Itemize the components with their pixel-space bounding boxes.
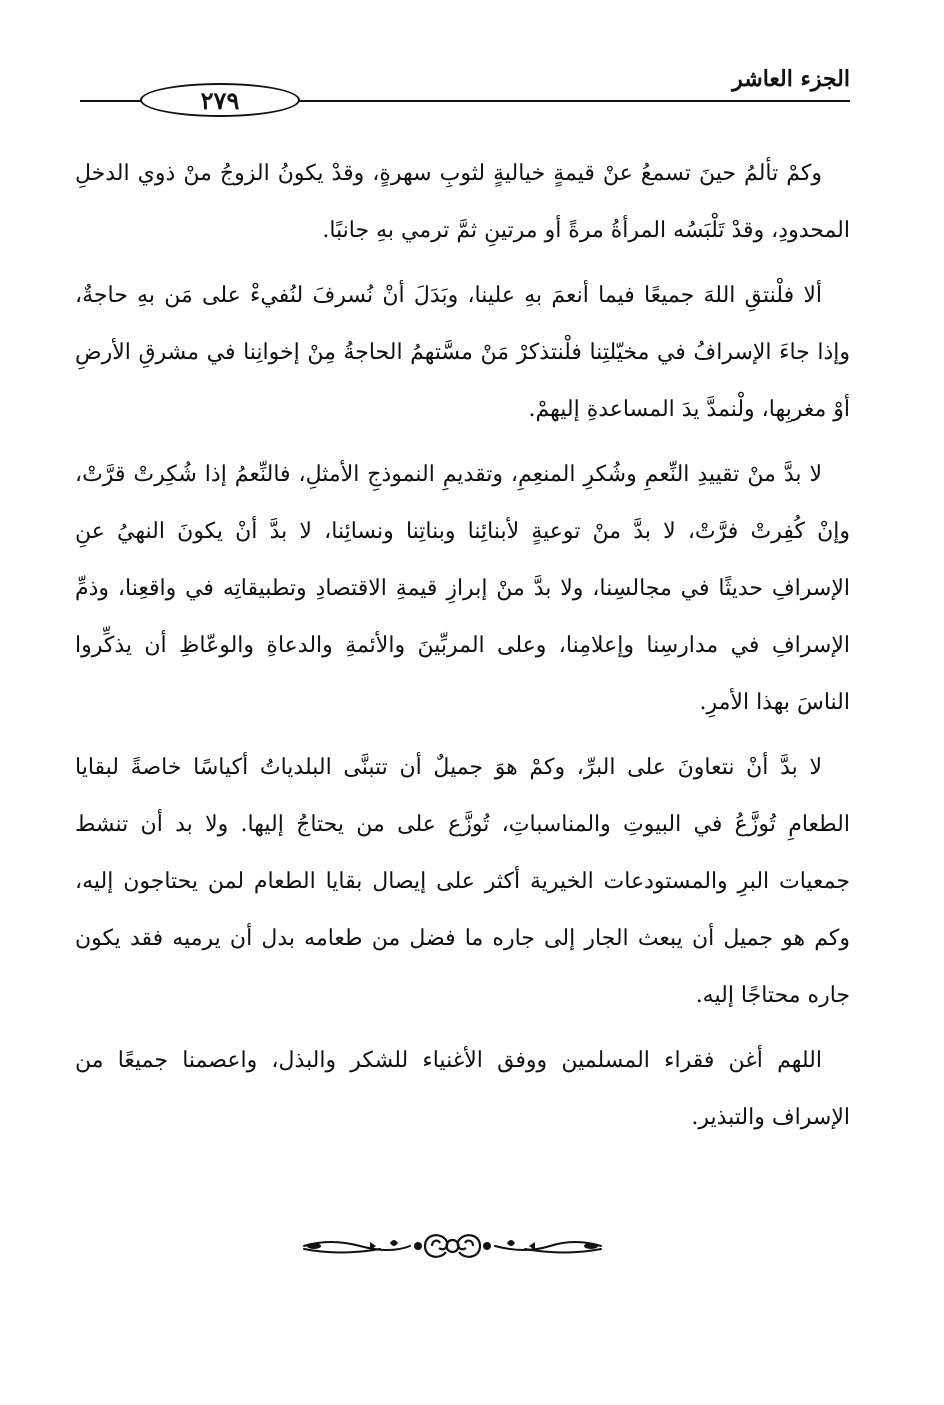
body-text bbox=[75, 145, 850, 1154]
paragraph: لا بدَّ منْ تقييدِ النِّعمِ وشُكرِ المنعِمِ، وتقديمِ النموذجِ الأمثلِ، فالنِّعمُ إذا شُكِرتْ قرَّتْ، وإنْ كُفِرتْ فرَّتْ، لا بدَّ منْ توعيةٍ لأبنائِنا وبناتِنا ونسائِنا، لا بدَّ أنْ يكونَ النهيُ عنِ الإسرافِ حديثًا في مجالسِنا، ولا بدَّ منْ إبرازِ قيمةِ الاقتصادِ وتطبيقاتِه في واقعِنا، وذمِّ الإسرافِ في مدارسِنا وإعلامِنا، وعلى المربِّينَ والأئمةِ والدعاةِ والوعّاظِ أن يذكِّروا الناسَ بهذا الأمرِ. bbox=[75, 462, 850, 715]
page-header bbox=[80, 60, 850, 130]
paragraph: اللهم أغن فقراء المسلمين ووفق الأغنياء للشكر والبذل، واعصمنا جميعًا من الإسراف والتبذير. bbox=[75, 1048, 850, 1130]
floral-divider-icon bbox=[300, 1228, 605, 1264]
paragraph: ألا فلْنتقِ اللهَ جميعًا فيما أنعمَ بهِ علينا، وبَدَلَ أنْ نُسرفَ لنُفيءْ على مَن بهِ حاجةٌ، وإذا جاءَ الإسرافُ في مخيّلتِنا فلْنتذكرْ مَنْ مسَّتهمُ الحاجةُ مِنْ إخوانِنا في مشرقِ الأرضِ أوْ مغربِها، ولْنمدَّ يدَ المساعدةِ إليهمْ. bbox=[75, 283, 850, 422]
paragraph: وكمْ تألمُ حينَ تسمعُ عنْ قيمةٍ خياليةٍ لثوبِ سهرةٍ، وقدْ يكونُ الزوجُ منْ ذوي الدخلِ المحدودِ، وقدْ تَلْبَسُه المرأةُ مرةً أو مرتينِ ثمَّ ترمي بهِ جانبًا. bbox=[75, 161, 850, 243]
paragraph: لا بدَّ أنْ نتعاونَ على البرِّ، وكمْ هوَ جميلٌ أن تتبنَّى البلدياتُ أكياسًا خاصةً لبقايا الطعامِ تُوزَّعُ في البيوتِ والمناسباتِ، تُوزَّع على من يحتاجُ إليها. ولا بد أن تنشط جمعيات البرِ والمستودعات الخيرية أكثر على إيصال بقايا الطعام لمن يحتاجون إليه، وكم هو جميل أن يبعث الجار إلى جاره ما فضل من طعامه بدل أن يرميه فقد يكون جاره محتاجًا إليه. bbox=[75, 755, 850, 1008]
page-number: ٢٧٩ bbox=[200, 85, 240, 115]
running-header-title: الجزء العاشر bbox=[732, 66, 850, 92]
page-number-badge bbox=[140, 83, 300, 117]
